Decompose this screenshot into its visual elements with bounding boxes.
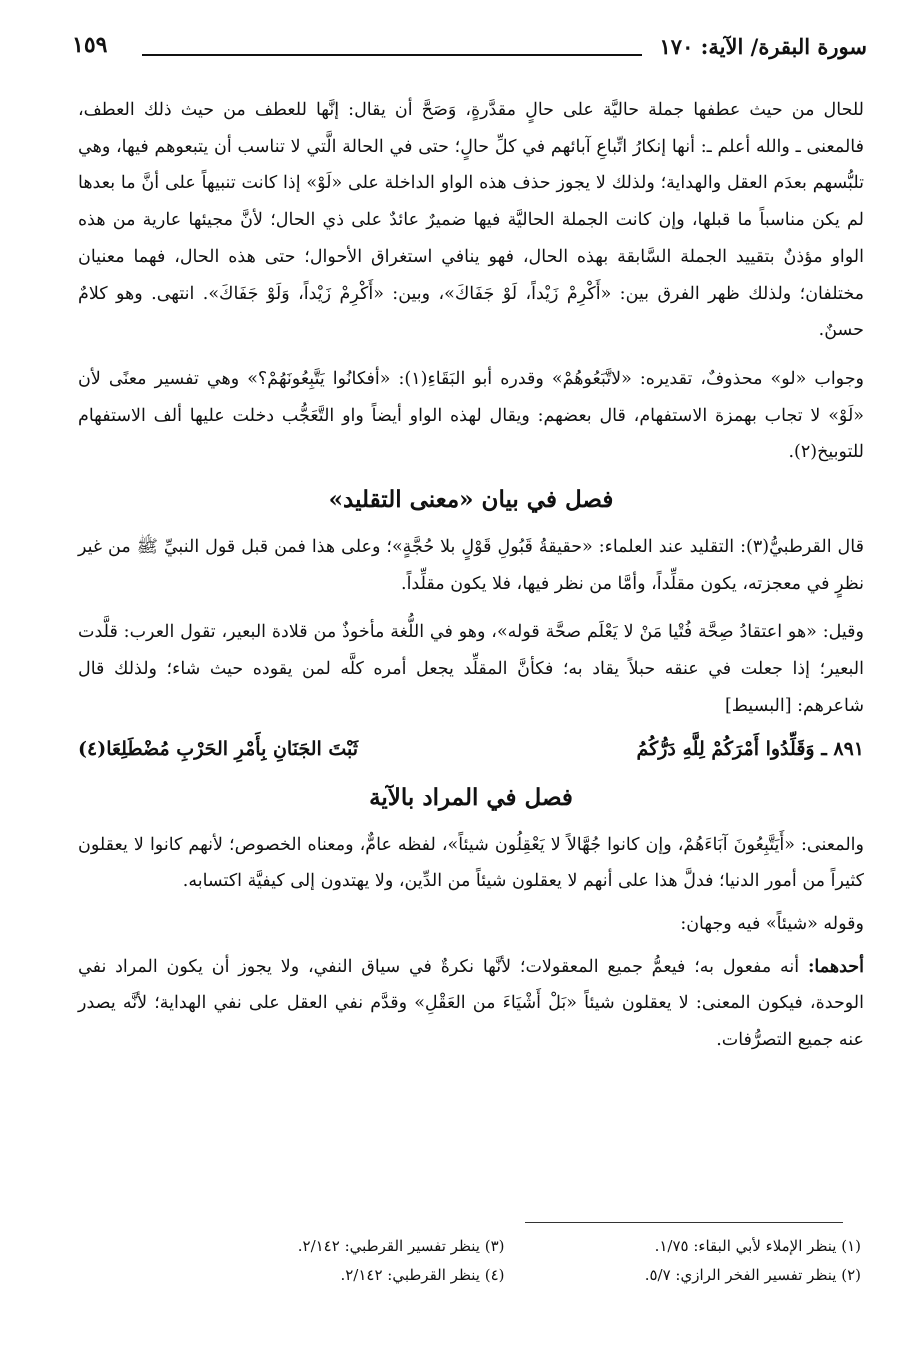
running-title: سورة البقرة/ الآية: ١٧٠ [659,34,867,59]
page-number: ١٥٩ [72,32,108,58]
section-heading: فصل في المراد بالآية [369,783,573,811]
footnote-1: (١) ينظر الإملاء لأبي البقاء: ١/٧٥. [654,1237,861,1255]
paragraph: وقيل: «هو اعتقادُ صِحَّة فُتْيا مَنْ لا يَعْلَم صحَّة قوله»، وهو في اللُّغة مأخوذٌ من قلادة البعير، تقول العرب: قلَّدت البعير؛ إذا جعلت في عنقه حبلاً يقاد به؛ فكأنَّ المقلِّد يجعل أمره كلَّه لمن يقوده حيث شاء؛ ولذلك قال شاعرهم: [البسيط] [78,622,864,716]
footnote-2: (٢) ينظر تفسير الفخر الرازي: ٥/٧. [644,1266,861,1284]
paragraph: للحال من حيث عطفها جملة حاليَّة على حالٍ مقدَّرةٍ، وَصَحَّ أن يقال: إنَّها للعطف من حيث ذلك العطف، فالمعنى ـ والله أعلم ـ: أنها إنكارُ اتِّباعِ آبائهم في كلِّ حالٍ؛ حتى في الحالة الَّتي لا تناسب أن يتبعوهم فيها، وهي تلبُّسهم بعدَم العقل والهداية؛ ولذلك لا يجوز حذف هذه الواو الداخلة على «لَوْ» إذا كانت تنبيهاً على أنَّ ما بعدها لم يكن مناسباً ما قبلها، وإن كانت الجملة الحاليَّة فيها ضميرٌ عائدٌ على ذي الحال؛ لأنَّ مجيئها عارية من هذه الواو مؤذنٌ بتقييد الجملة السَّابقة بهذه الحال، فهو ينافي استغراق الأحوال؛ حتى هذه الحال، فهما معنيان مختلفان؛ ولذلك ظهر الفرق بين: «أَكْرِمْ زَيْداً، لَوْ جَفَاكَ»، وبين: «أَكْرِمْ زَيْداً، وَلَوْ جَفَاكَ». انتهى. وهو كلامٌ حسنٌ. [78,100,864,341]
section-heading: فصل في بيان «معنى التقليد» [328,486,614,514]
verse-first-hemistich: ٨٩١ ـ وَقَلِّدُوا أَمْرَكُمْ لِلَّهِ دَرُّكُمُ [636,737,864,760]
paragraph-lead: أحدهما: [807,956,864,977]
paragraph-text: أنه مفعول به؛ فيعمُّ جميع المعقولات؛ لأنَّها نكرةٌ في سياق النفي، ولا يجوز أن يكون المراد نفي الوحدة، فيكون المعنى: لا يعقلون شيئاً «بَلْ أَشْيَاءَ من العَقْلِ» وقدَّم نفي العقل على نفي الهداية؛ لأنَّه يصدر عنه جميع التصرُّفات. [78,956,864,1051]
paragraph: قال القرطبيُّ(٣): التقليد عند العلماء: «حقيقةُ قَبُولِ قَوْلٍ بلا حُجَّةٍ»؛ وعلى هذا فمن قبل قول النبيِّ ﷺ من غير نظرٍ في معجزته، يكون مقلِّداً، وأمَّا من نظر فيها، فلا يكون مقلِّداً. [78,537,864,594]
footnote-3: (٣) ينظر تفسير القرطبي: ٢/١٤٢. [297,1237,505,1255]
paragraph: وجواب «لو» محذوفٌ، تقديره: «لاتَّبَعُوهُمْ» وقدره أبو البَقَاءِ(١): «أفكانُوا يَتَّبِعُونَهُمْ؟» وهي تفسير معنًى لأن «لَوْ» لا تجاب بهمزة الاستفهام، قال بعضهم: ويقال لهذه الواو أيضاً واو التَّعَجُّب دخلت عليها ألف الاستفهام للتوبيخ(٢). [78,368,864,463]
paragraph: والمعنى: «أَيَتَّبِعُونَ آبَاءَهُمْ، وإن كانوا جُهَّالاً لا يَعْقِلُون شيئاً»، لفظه عامٌّ، ومعناه الخصوص؛ لأنهم كانوا لا يعقلون كثيراً من أمور الدنيا؛ فدلَّ هذا على أنهم لا يعقلون شيئاً من الدِّين، ولا يهتدون إلى كيفيَّة اكتسابه. [78,834,864,892]
poem-verse [78,729,864,769]
verse-second-hemistich: ثَبْتَ الجَنَانِ بِأَمْرِ الحَرْبِ مُضْطَلِعَا(٤) [78,737,359,760]
paragraph [78,949,864,1059]
page-body [78,92,864,1059]
header-rule [142,54,642,56]
page-header [72,30,867,74]
paragraph: وقوله «شيئاً» فيه وجهان: [680,913,864,934]
footnotes [178,1232,861,1290]
footnote-rule [525,1222,843,1223]
footnote-4: (٤) ينظر القرطبي: ٢/١٤٢. [340,1266,505,1284]
